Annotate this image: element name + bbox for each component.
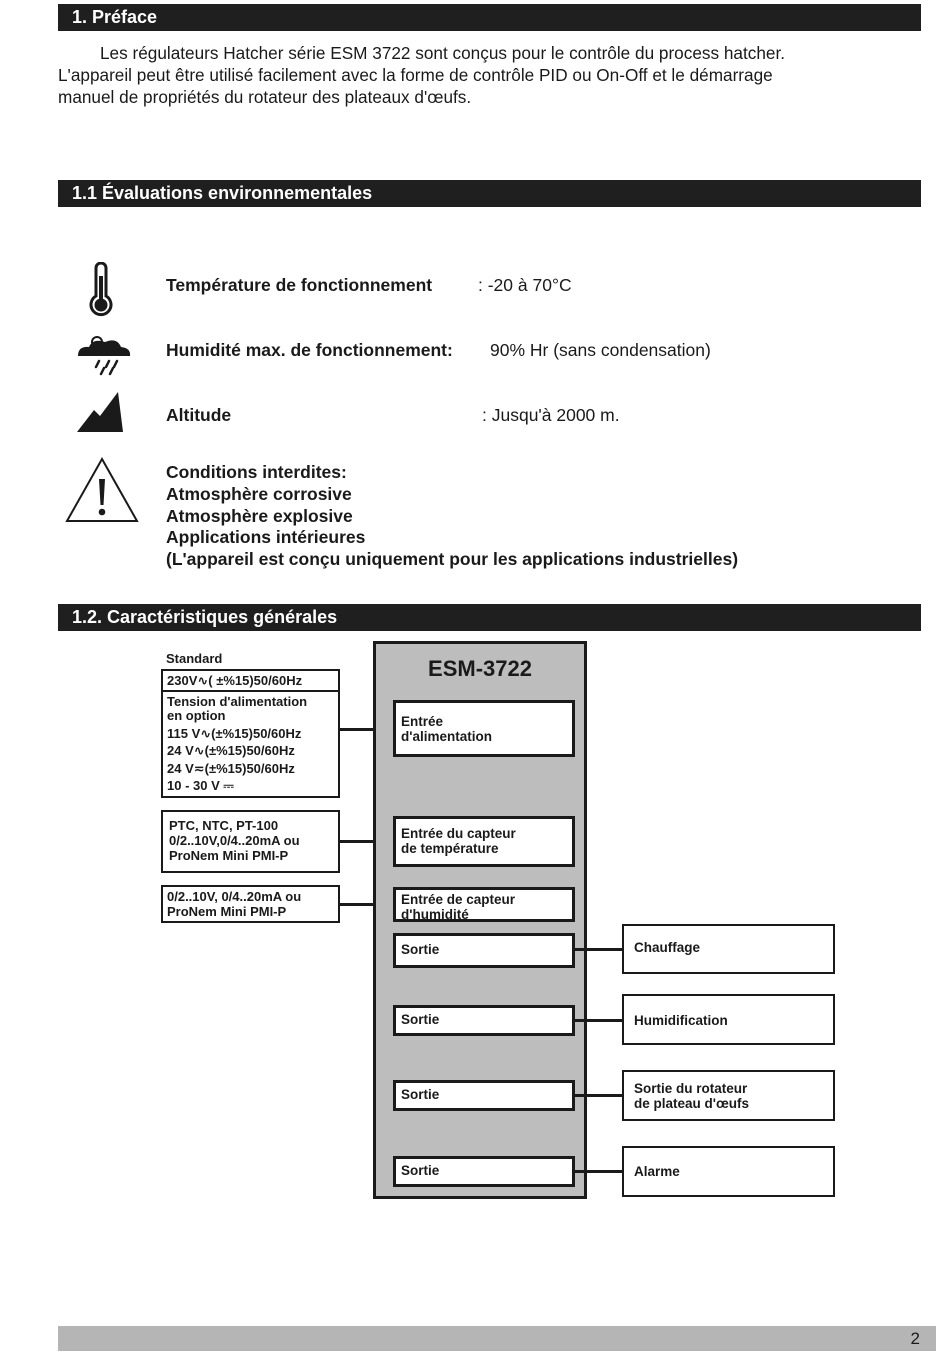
output-target-label: Chauffage	[634, 940, 701, 955]
supply-option-list	[163, 692, 338, 795]
mountain-icon	[76, 390, 126, 434]
device-title: ESM-3722	[428, 656, 532, 681]
supply-standard: 230V∿( ±%15)50/60Hz	[163, 671, 338, 692]
forbidden-line: Atmosphère corrosive	[166, 483, 352, 504]
env-label-altitude: Altitude	[166, 405, 232, 425]
input-power	[393, 700, 575, 757]
humidity-sensor-box	[161, 885, 340, 923]
input-label: d'humidité	[401, 907, 469, 922]
forbidden-line: Atmosphère explosive	[166, 505, 353, 526]
page-number: 2	[910, 1329, 920, 1348]
section-heading-environment: 1.1 Évaluations environnementales	[58, 180, 921, 207]
input-label: Entrée du capteur	[401, 826, 516, 841]
preface-paragraph	[58, 42, 918, 108]
input-humidity	[393, 887, 575, 922]
output-label: Sortie	[401, 1012, 440, 1027]
temp-sensor-box	[161, 810, 340, 873]
rain-cloud-icon	[73, 334, 133, 376]
output-label: Sortie	[401, 942, 440, 957]
temp-sensor-line: PTC, NTC, PT-100	[169, 818, 279, 833]
supply-options-box	[161, 669, 340, 798]
temp-sensor-line: ProNem Mini PMI-P	[169, 848, 289, 863]
supply-option: 24 V∿(±%15)50/60Hz	[167, 743, 295, 759]
supply-option: 115 V∿(±%15)50/60Hz	[167, 725, 302, 741]
temp-sensor-line: 0/2..10V,0/4..20mA ou	[169, 833, 300, 848]
output-1	[393, 933, 575, 968]
input-label: Entrée	[401, 714, 444, 729]
thermometer-icon	[86, 262, 116, 318]
output-label: Sortie	[401, 1087, 440, 1102]
preface-line: L'appareil peut être utilisé facilement avec la forme de contrôle PID ou On-Off et le démarrage	[58, 65, 773, 85]
forbidden-line: Applications intérieures	[166, 527, 366, 548]
output-target-egg-tray-rotator	[622, 1070, 835, 1121]
env-label-humidity: Humidité max. de fonctionnement:	[166, 340, 453, 360]
env-value-altitude: : Jusqu'à 2000 m.	[482, 405, 620, 425]
humidity-sensor-line: 0/2..10V, 0/4..20mA ou	[167, 889, 302, 904]
env-value-humidity: 90% Hr (sans condensation)	[490, 340, 711, 360]
supply-option: 24 V≂(±%15)50/60Hz	[167, 760, 295, 776]
input-temperature	[393, 816, 575, 867]
section-heading-general: 1.2. Caractéristiques générales	[58, 604, 921, 631]
input-label: de température	[401, 841, 499, 856]
output-target-label: Alarme	[634, 1164, 680, 1179]
connector-line	[575, 1170, 623, 1173]
supply-option: Tension d'alimentation	[167, 694, 308, 709]
supply-option: 10 - 30 V ⎓	[167, 778, 234, 794]
forbidden-line: (L'appareil est conçu uniquement pour les applications industrielles)	[166, 549, 739, 570]
output-target-label: Sortie du rotateur	[634, 1081, 748, 1096]
page-footer	[58, 1326, 936, 1351]
preface-line: manuel de propriétés du rotateur des plateaux d'œufs.	[58, 87, 472, 107]
output-4	[393, 1156, 575, 1187]
output-target-alarm	[622, 1146, 835, 1197]
output-target-heating	[622, 924, 835, 974]
connector-line	[575, 1019, 623, 1022]
forbidden-conditions	[166, 462, 738, 571]
input-label: Entrée de capteur	[401, 892, 516, 907]
standard-label: Standard	[166, 651, 223, 666]
connector-line	[575, 948, 623, 951]
env-label-temperature: Température de fonctionnement	[166, 275, 433, 295]
output-target-humidification	[622, 994, 835, 1045]
forbidden-line: Conditions interdites:	[166, 462, 347, 482]
connector-line	[575, 1094, 623, 1097]
warning-icon	[64, 455, 140, 525]
section-heading-preface: 1. Préface	[58, 4, 921, 31]
preface-line: Les régulateurs Hatcher série ESM 3722 sont conçus pour le contrôle du process hatcher.	[100, 43, 786, 63]
output-target-label: de plateau d'œufs	[634, 1096, 749, 1111]
humidity-sensor-line: ProNem Mini PMI-P	[167, 904, 287, 919]
output-target-label: Humidification	[634, 1013, 728, 1028]
input-label: d'alimentation	[401, 729, 492, 744]
supply-option: en option	[167, 708, 226, 724]
output-2	[393, 1005, 575, 1036]
output-label: Sortie	[401, 1163, 440, 1178]
env-value-temperature: : -20 à 70°C	[478, 275, 572, 295]
output-3	[393, 1080, 575, 1111]
